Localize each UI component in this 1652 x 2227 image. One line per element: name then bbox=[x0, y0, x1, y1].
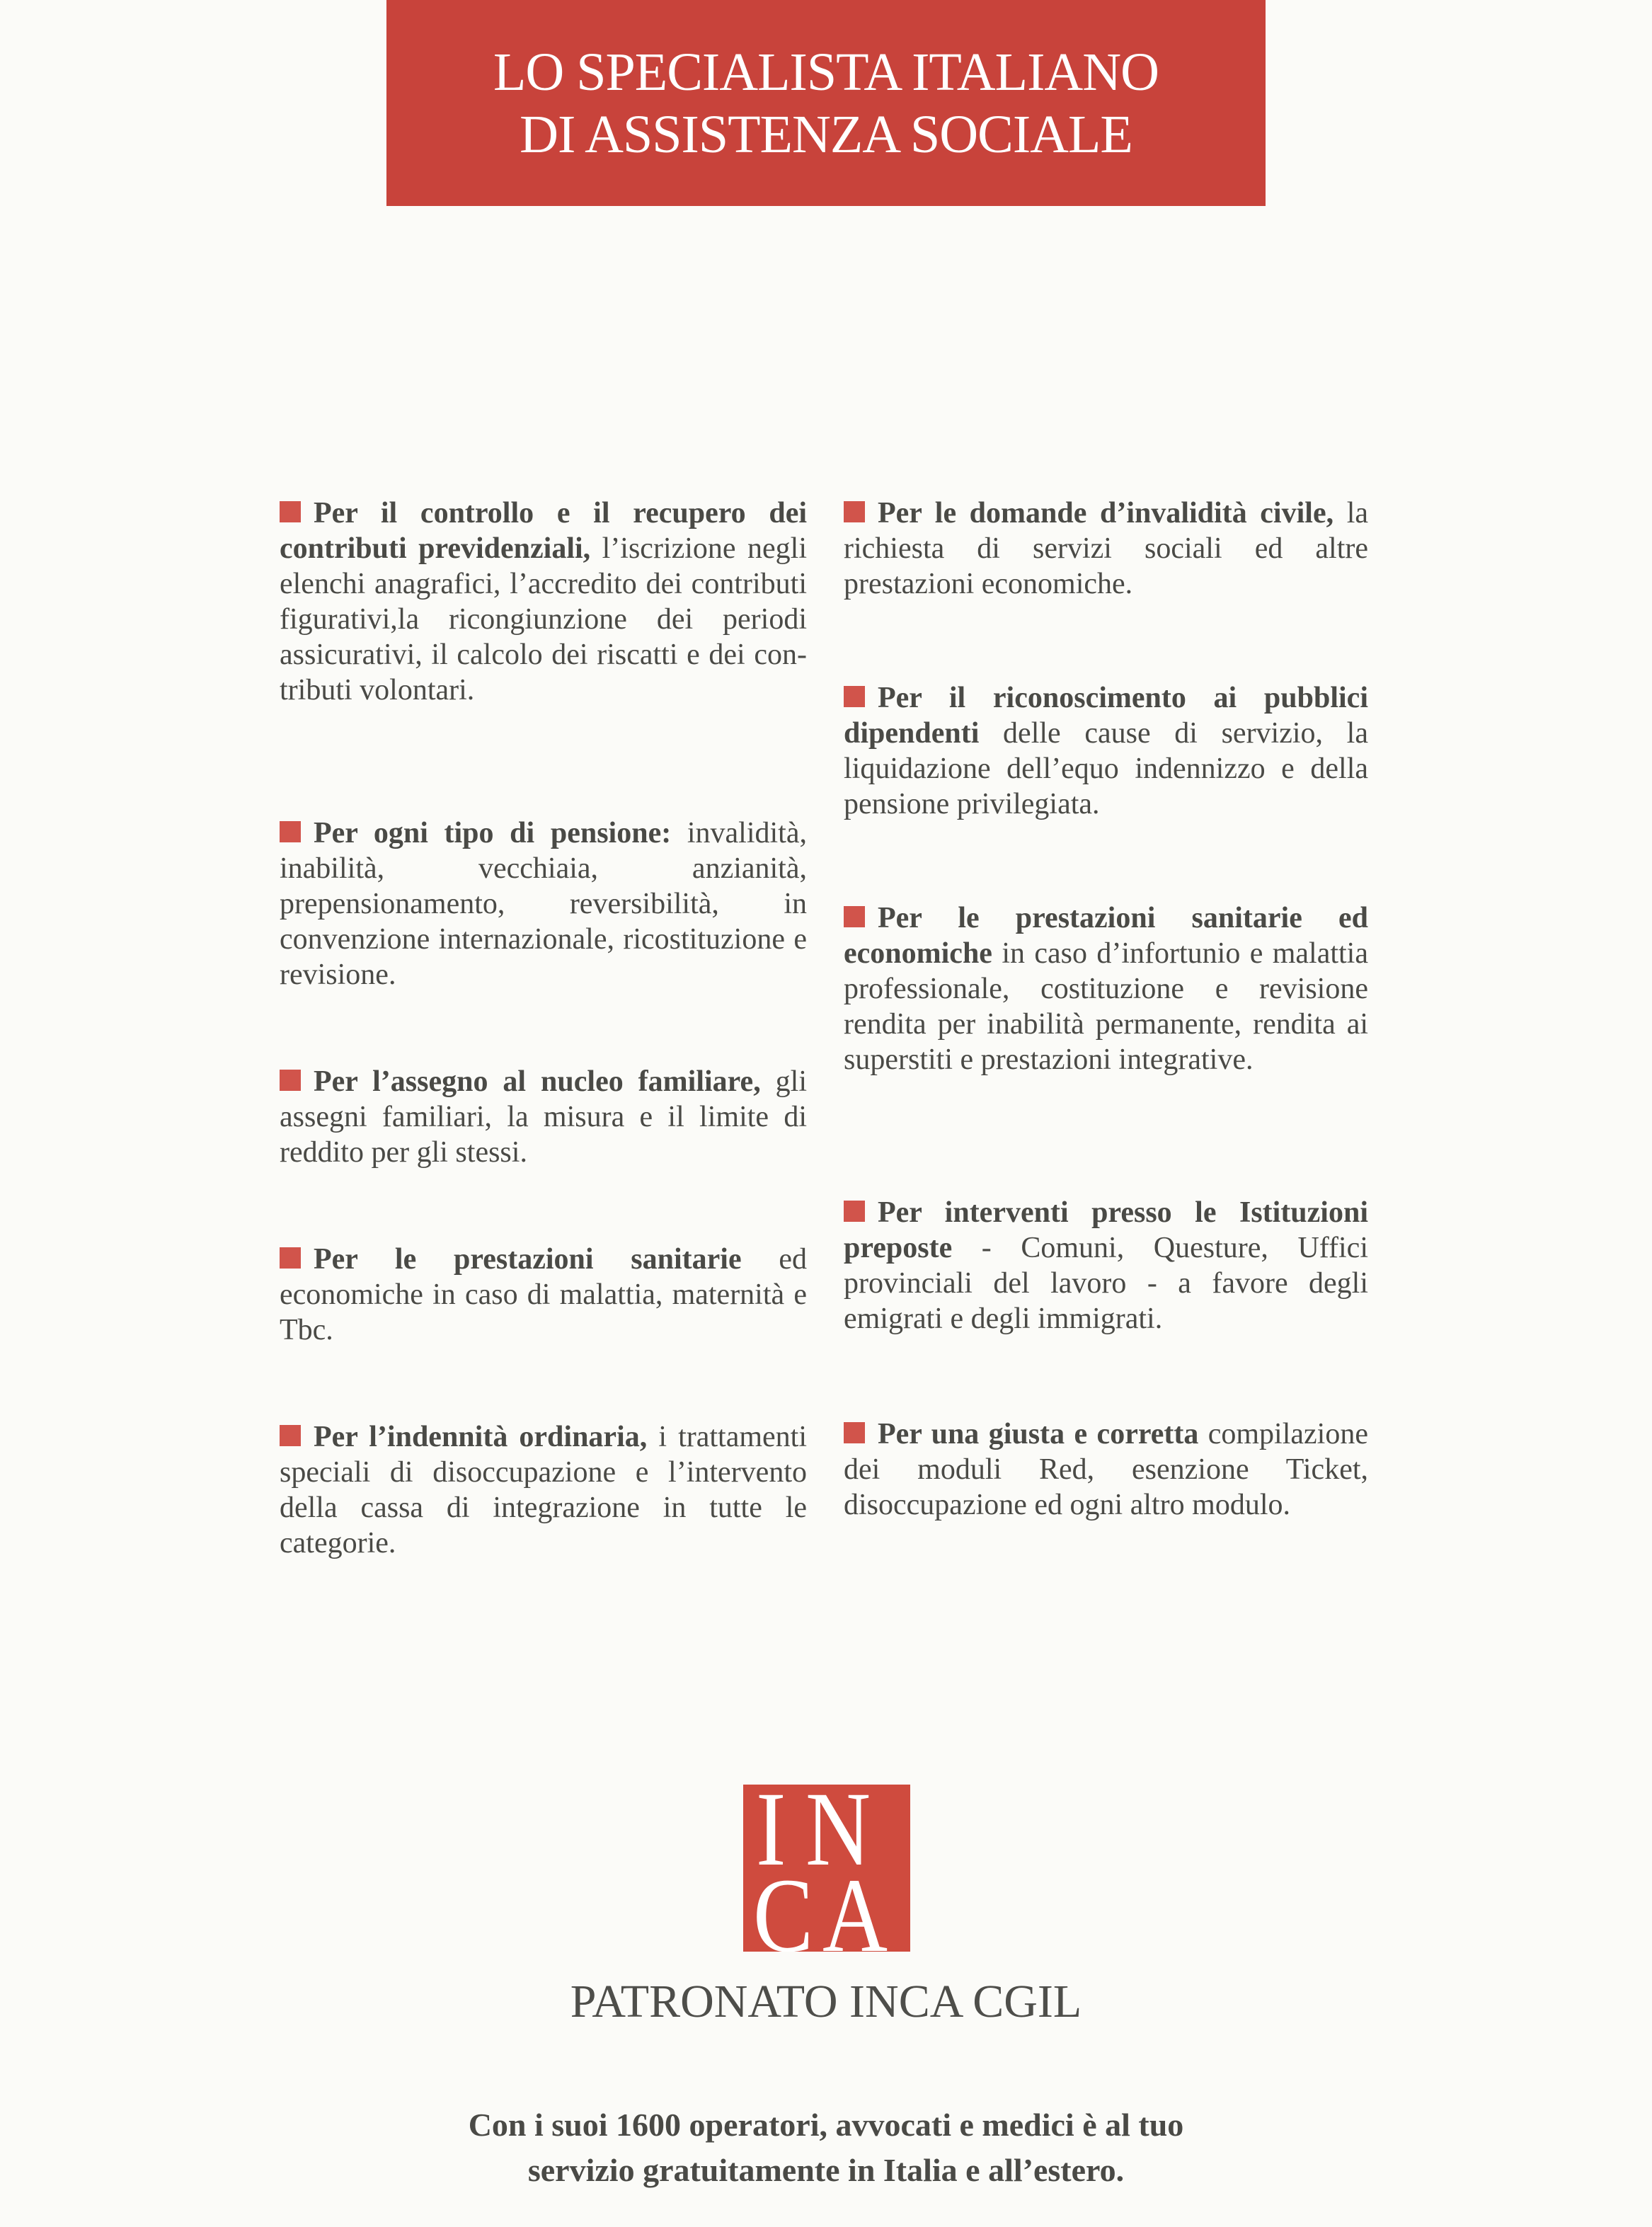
organization-name: PATRONATO INCA CGIL bbox=[570, 1976, 1082, 2027]
item-text: - Comuni, Questure, Uffici provinciali del lavoro - a favore degli emigrati e degli immigrati. bbox=[844, 1232, 1368, 1335]
headline-line-2: DI ASSISTENZA SOCIALE bbox=[520, 104, 1132, 164]
service-item bbox=[844, 680, 1368, 822]
item-lead: Per le prestazioni sanitarie ed economiche bbox=[844, 902, 1368, 970]
service-item bbox=[844, 900, 1368, 1077]
footer-line-1: Con i suoi 1600 operatori, avvocati e medici è al tuo bbox=[468, 2107, 1184, 2143]
square-bullet-icon bbox=[280, 501, 301, 522]
headline-line-1: LO SPECIALISTA ITALIANO bbox=[493, 42, 1159, 102]
item-text: i trattamenti speciali di disoccupazione e l’intervento della cassa di integrazione in tutte le categorie. bbox=[280, 1421, 808, 1559]
item-text: l’iscrizione negli elenchi anagrafici, l’accredito dei contributi figurativi,la ricongiunzione dei periodi assicurativi, il calcolo dei riscatti e dei contributi volontari. bbox=[280, 532, 807, 706]
item-text: delle cause di servizio, la liquidazione dell’equo indennizzo e della pensione privilegiata. bbox=[844, 717, 1368, 820]
square-bullet-icon bbox=[280, 1247, 301, 1269]
service-item bbox=[844, 1416, 1368, 1523]
logo-letter: N bbox=[805, 1785, 871, 1888]
square-bullet-icon bbox=[844, 1422, 865, 1443]
square-bullet-icon bbox=[844, 686, 865, 707]
service-item bbox=[280, 496, 807, 708]
square-bullet-icon bbox=[844, 906, 865, 927]
item-text: in caso d’infortunio e malattia professionale, costituzione e revisione rendita per inabilità permanente, rendita ai superstiti e prestazioni integrative. bbox=[844, 937, 1368, 1076]
service-item bbox=[280, 1242, 807, 1348]
service-item bbox=[280, 815, 807, 992]
item-text: invalidità, inabilità, vecchiaia, anzianità, prepensionamento, reversibilità, in convenzione internazionale, ricostituzione e revisione. bbox=[280, 817, 807, 991]
logo-letter: A bbox=[822, 1857, 888, 1952]
square-bullet-icon bbox=[844, 1201, 865, 1222]
square-bullet-icon bbox=[844, 501, 865, 522]
item-text: ed economiche in caso di malattia, maternità e Tbc. bbox=[280, 1243, 807, 1346]
square-bullet-icon bbox=[280, 821, 301, 842]
square-bullet-icon bbox=[280, 1425, 301, 1446]
item-lead: Per le domande d’invalidità civile, bbox=[878, 497, 1334, 529]
inca-logo bbox=[743, 1785, 910, 1952]
service-item bbox=[280, 1419, 807, 1561]
item-lead: Per l’indennità ordinaria, bbox=[314, 1421, 648, 1453]
item-text: gli assegni familiari, la misura e il limite di reddito per gli stessi. bbox=[280, 1065, 807, 1169]
item-lead: Per l’assegno al nucleo familiare, bbox=[314, 1065, 761, 1098]
item-lead: Per il riconoscimento ai pubblici dipendenti bbox=[844, 682, 1368, 750]
item-text: la richiesta di servizi sociali ed altre prestazioni economiche. bbox=[844, 497, 1368, 600]
logo-letter: I bbox=[756, 1785, 786, 1888]
logo-letter: C bbox=[753, 1857, 814, 1952]
item-lead: Per una giusta e corretta bbox=[878, 1418, 1199, 1450]
footer-tagline bbox=[0, 2102, 1652, 2193]
item-lead: Per le prestazioni sanitarie bbox=[314, 1243, 742, 1276]
headline-banner bbox=[386, 0, 1266, 206]
square-bullet-icon bbox=[280, 1070, 301, 1091]
service-item bbox=[280, 1064, 807, 1170]
item-lead: Per interventi presso le Istituzioni preposte bbox=[844, 1196, 1368, 1264]
item-lead: Per ogni tipo di pensione: bbox=[314, 817, 672, 849]
item-lead: Per il controllo e il recupero dei contributi previdenziali, bbox=[280, 497, 807, 565]
footer-line-2: servizio gratuitamente in Italia e all’estero. bbox=[527, 2152, 1125, 2188]
service-item bbox=[844, 1195, 1368, 1336]
service-item bbox=[844, 496, 1368, 602]
item-text: compilazione dei moduli Red, esenzione Ticket, disoccupazione ed ogni altro modulo. bbox=[844, 1418, 1368, 1521]
